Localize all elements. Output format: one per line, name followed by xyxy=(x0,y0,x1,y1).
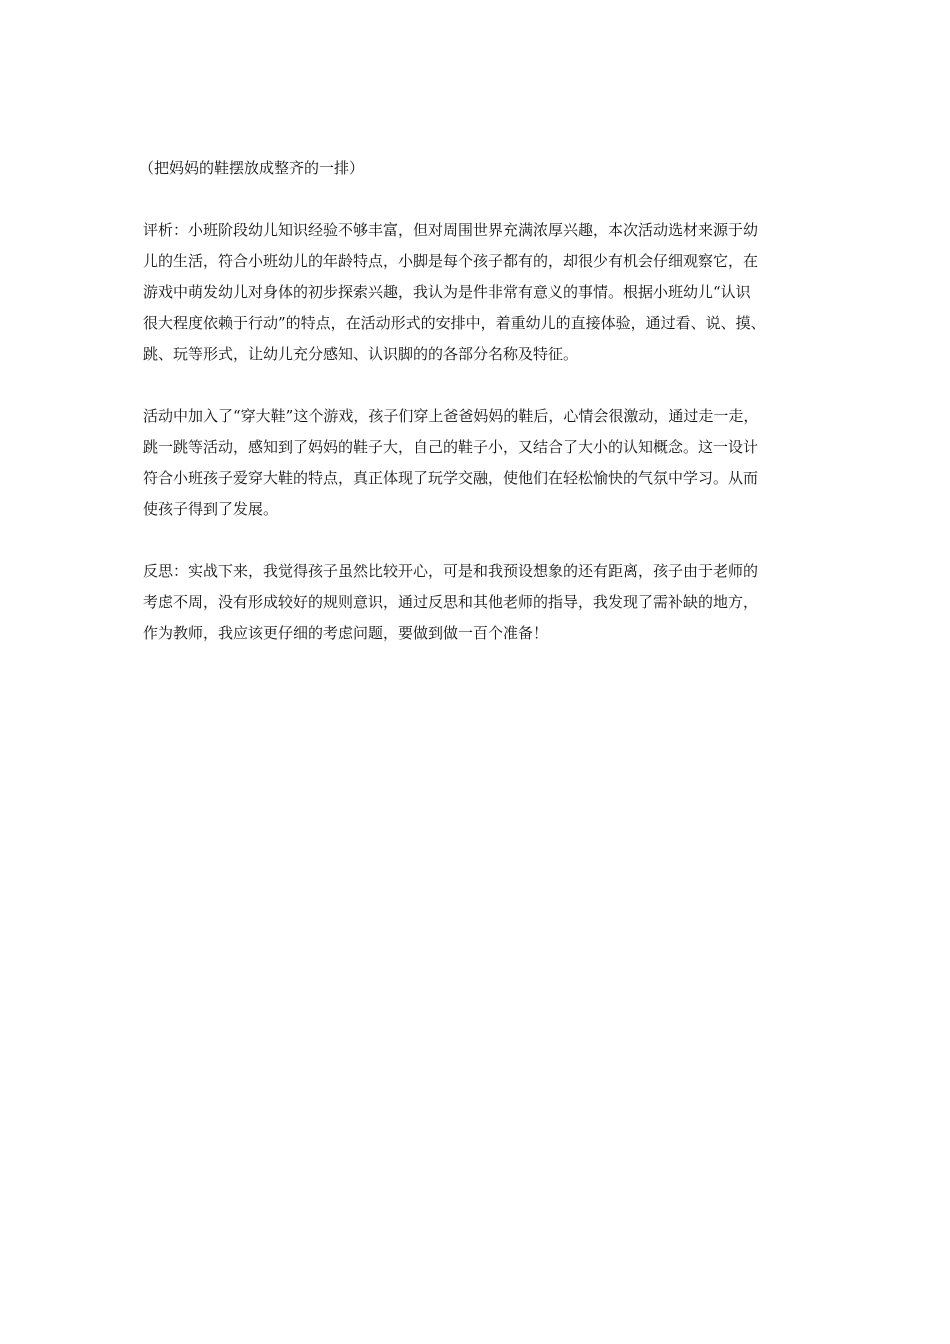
activity-line: 跳一跳等活动，感知到了妈妈的鞋子大，自己的鞋子小，又结合了大小的认知概念。这一设计 xyxy=(143,438,759,456)
evaluation-line: 跳、玩等形式，让幼儿充分感知、认识脚的的各部分名称及特征。 xyxy=(143,345,579,363)
activity-line: 使孩子得到了发展。 xyxy=(143,500,279,518)
caption-paragraph xyxy=(139,153,813,184)
activity-line: 符合小班孩子爱穿大鞋的特点，真正体现了玩学交融，使他们在轻松愉快的气氛中学习。从而 xyxy=(143,469,759,487)
activity-paragraph xyxy=(143,401,813,525)
evaluation-line: 评析：小班阶段幼儿知识经验不够丰富，但对周围世界充满浓厚兴趣，本次活动选材来源于幼 xyxy=(143,221,759,239)
reflection-line: 作为教师，我应该更仔细的考虑问题，要做到做一百个准备！ xyxy=(143,624,549,642)
reflection-line: 反思：实战下来，我觉得孩子虽然比较开心，可是和我预设想象的还有距离，孩子由于老师的 xyxy=(143,562,759,580)
evaluation-line: 儿的生活，符合小班幼儿的年龄特点，小脚是每个孩子都有的，却很少有机会仔细观察它，在 xyxy=(143,252,759,270)
reflection-line: 考虑不周，没有形成较好的规则意识，通过反思和其他老师的指导，我发现了需补缺的地方， xyxy=(143,593,759,611)
evaluation-line: 很大程度依赖于行动”的特点，在活动形式的安排中，着重幼儿的直接体验，通过看、说、摸、 xyxy=(143,314,766,332)
caption-text: （把妈妈的鞋摆放成整齐的一排） xyxy=(139,159,365,177)
evaluation-line: 游戏中萌发幼儿对身体的初步探索兴趣，我认为是件非常有意义的事情。根据小班幼儿“认识 xyxy=(143,283,751,301)
evaluation-paragraph xyxy=(143,215,813,370)
document-body xyxy=(139,153,813,649)
activity-line: 活动中加入了“穿大鞋”这个游戏，孩子们穿上爸爸妈妈的鞋后，心情会很激动，通过走一走， xyxy=(143,407,759,425)
reflection-paragraph xyxy=(143,556,813,649)
